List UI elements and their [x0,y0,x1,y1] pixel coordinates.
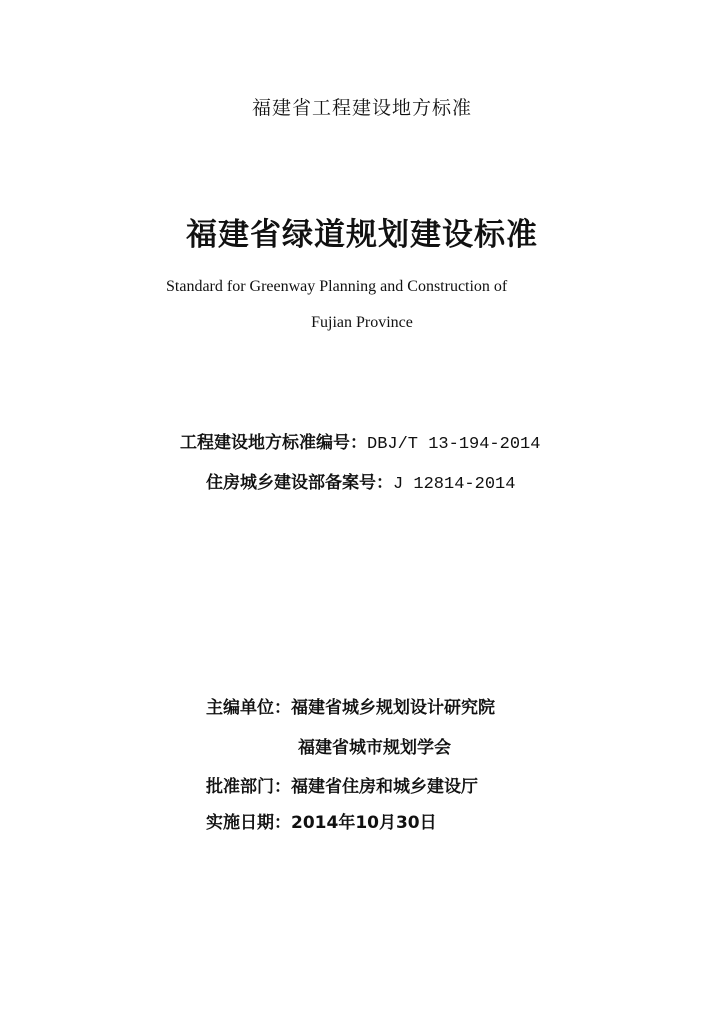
standard-number-line [180,428,540,454]
approver-value: 福建省住房和城乡建设厅 [291,777,478,797]
approver-label: 批准部门： [206,777,291,797]
standard-number-value: DBJ/T 13-194-2014 [367,435,541,454]
editor-line [206,693,495,718]
effective-date-label: 实施日期： [206,813,291,833]
main-title: 福建省绿道规划建设标准 [186,217,538,253]
effective-date-value: 2014年10月30日 [291,813,437,833]
english-title-line-1: Standard for Greenway Planning and Construction of [166,278,508,295]
record-number-line [206,468,515,494]
editor-org-2: 福建省城市规划学会 [298,738,451,758]
effective-date-line [206,808,437,833]
series-title: 福建省工程建设地方标准 [251,97,472,119]
editor-org-1: 福建省城乡规划设计研究院 [291,698,495,718]
editor-label: 主编单位： [206,698,291,718]
record-number-value: J 12814-2014 [393,475,516,494]
approver-line [206,772,478,797]
standard-number-label: 工程建设地方标准编号： [180,433,367,453]
english-title-line-2: Fujian Province [311,314,413,331]
record-number-label: 住房城乡建设部备案号： [206,473,393,493]
